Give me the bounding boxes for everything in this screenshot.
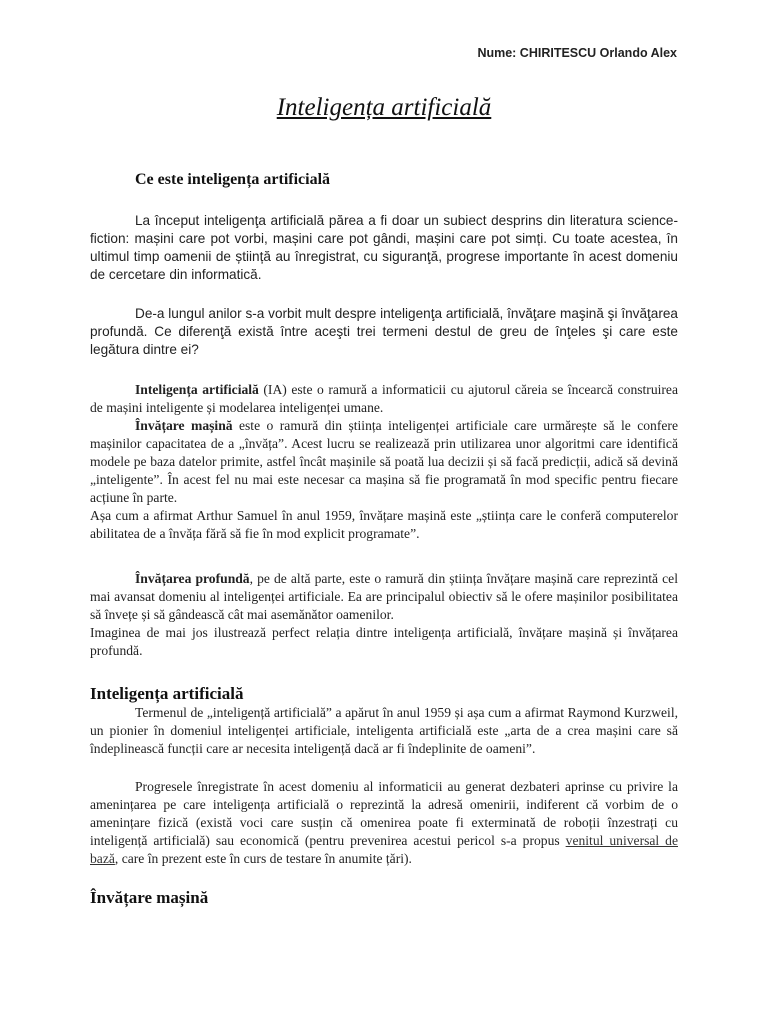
image-note: Imaginea de mai jos ilustrează perfect relația dintre inteligența artificială, învățare mașină și învățarea profundă. (90, 625, 678, 658)
ml-definition-text: este o ramură din știința inteligenței artificiale care urmărește să le confere mașinilor capacitatea de a „învăța”. Acest lucru se realizează prin utilizarea unor algoritmi care identifică modele pe baza datelor primite, astfel încât mașinile să poată lua decizii și să facă predicții, adică să devină „inteligente”. În acest fel nu mai este necesar ca mașina să fie programată în mod specific pentru fiecare acțiune în parte. (90, 418, 678, 505)
dl-definition-text: , pe de altă parte, este o ramură din știința învățare mașină care reprezintă cel mai avansat domeniu al inteligenței artificiale. Ea are principalul obiectiv să le ofere mașinilor posibilitatea să învețe și să gândească cât mai asemănător oamenilor. (90, 571, 678, 622)
ai-history-block (90, 704, 678, 758)
samuel-quote: Așa cum a afirmat Arthur Samuel în anul 1959, învățare mașină este „știința care le conferă computerelor abilitatea de a învăța fără să fie în mod explicit programate”. (90, 508, 678, 541)
ai-definition-text: (IA) este o ramură a informaticii cu ajutorul căreia se încearcă construirea de mașini inteligente și modelarea inteligenței umane. (90, 382, 678, 415)
terms-question-paragraph: De-a lungul anilor s-a vorbit mult despre inteligenţa artificială, învăţare maşină şi învăţarea profundă. Ce diferenţă există între aceşti trei termeni destul de greu de înţeles şi care este legătura dintre ei? (90, 306, 678, 357)
ai-debate-block (90, 778, 678, 868)
universal-basic-income-link[interactable]: venitul universal de bază (90, 833, 678, 866)
section-heading-what-is-ai: Ce este inteligența artificială (135, 171, 331, 188)
dl-definition (90, 570, 678, 624)
debate-text-after: , care în prezent este în curs de testare în anumite țări). (114, 851, 412, 866)
ai-definition (90, 381, 678, 417)
kurzweil-paragraph: Termenul de „inteligență artificială” a apărut în anul 1959 și așa cum a afirmat Raymond Kurzweil, un pionier în domeniul inteligenței artificiale, inteligenta artificială este „arta de a crea mașini care să îndeplinească funcții care ar necesita inteligență dacă ar fi îndeplinite de oameni”. (90, 705, 678, 756)
ml-term: Învățare mașină (135, 418, 233, 433)
definitions-block (90, 381, 678, 543)
dl-term: Învățarea profundă (135, 571, 250, 586)
document-title: Inteligența artificială (276, 94, 492, 121)
intro-paragraph: La început inteligenţa artificială părea a fi doar un subiect desprins din literatura science-fiction: mașini care pot vorbi, mașini care pot gândi, mașini care pot simți. Cu toate acestea, în ultimul timp oamenii de știință au înregistrat, cu siguranţă, progrese importante în acest domeniu de cercetare din informatică. (90, 213, 678, 282)
ai-term: Inteligența artificială (135, 382, 259, 397)
debate-paragraph (90, 778, 678, 868)
deep-learning-block (90, 570, 678, 660)
author-name: Nume: CHIRITESCU Orlando Alex (477, 46, 677, 60)
section-heading-machine-learning: Învățare mașină (90, 888, 209, 907)
section-heading-ai: Inteligența artificială (90, 684, 244, 703)
ml-definition (90, 417, 678, 507)
debate-text-before: Progresele înregistrate în acest domeniu al informaticii au generat dezbateri aprinse cu privire la amenințarea pe care inteligența artificială o reprezintă la adresă omenirii, indiferent că vorbim de o amenințare fizică (există voci care susțin că omenirea poate fi exterminată de roboții înzestrați cu inteligență artificială) sau economică (pentru prevenirea acestui pericol s-a propus (90, 779, 678, 848)
